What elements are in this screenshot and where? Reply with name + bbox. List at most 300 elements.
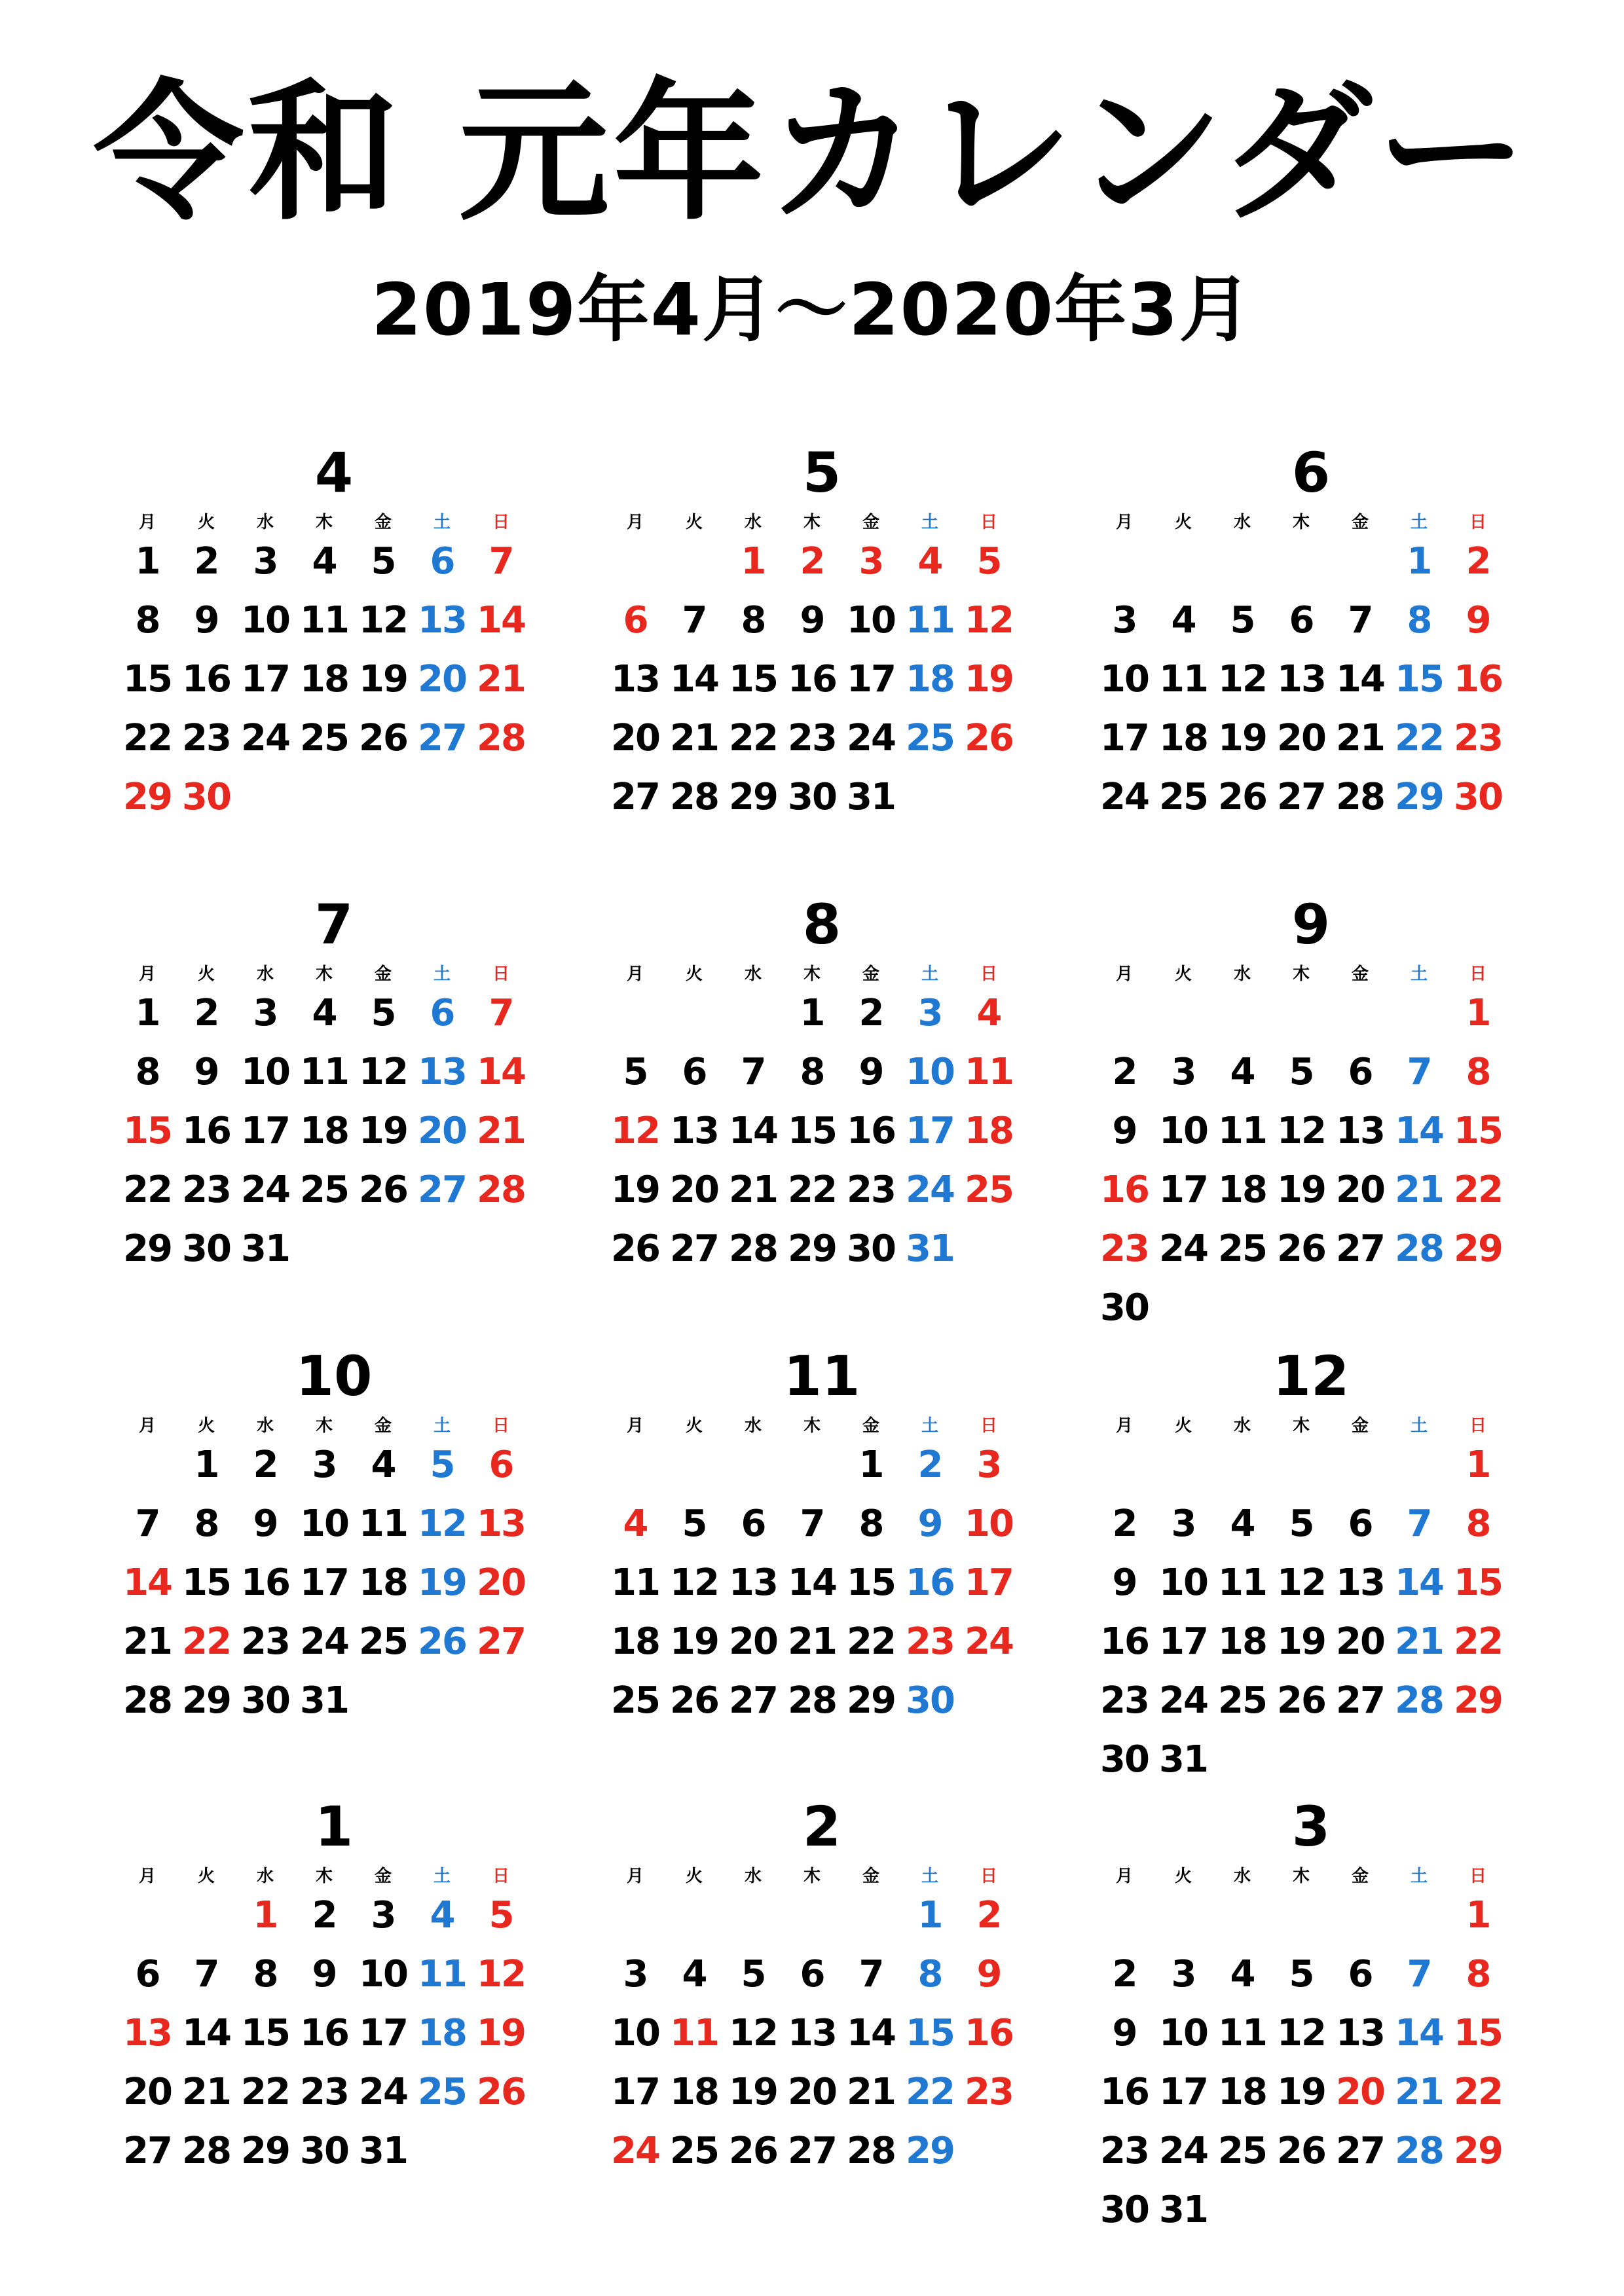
day-cell: 28: [1395, 1228, 1443, 1270]
day-cell: 2: [312, 1894, 337, 1937]
day-cell: 11: [359, 1503, 407, 1545]
day-cell: 18: [611, 1620, 659, 1663]
day-cell: 11: [1218, 1561, 1266, 1604]
weekday-label: 火: [197, 1867, 215, 1886]
weekday-label: 火: [1174, 1867, 1192, 1886]
day-cell: 12: [418, 1503, 466, 1545]
day-cell: 22: [1395, 717, 1443, 759]
day-cell: 9: [1112, 1561, 1137, 1604]
day-cell: 6: [430, 992, 454, 1034]
day-cell: 4: [1230, 1953, 1255, 1995]
weekday-label: 水: [1233, 964, 1251, 984]
day-cell: 8: [194, 1503, 219, 1545]
day-cell: 7: [135, 1503, 160, 1545]
weekday-label: 月: [138, 513, 156, 532]
day-cell: 22: [1454, 1620, 1502, 1663]
weekday-label: 月: [138, 1416, 156, 1436]
weekday-label: 火: [685, 964, 703, 984]
day-cell: 3: [1112, 599, 1137, 642]
day-cell: 11: [670, 2012, 718, 2054]
day-cell: 6: [623, 599, 648, 642]
weekday-label: 土: [921, 513, 938, 532]
day-cell: 29: [729, 776, 777, 818]
day-cell: 25: [359, 1620, 407, 1663]
day-cell: 17: [965, 1561, 1013, 1604]
day-cell: 23: [182, 717, 231, 759]
day-grid: [606, 540, 1038, 858]
day-cell: 26: [965, 717, 1013, 759]
day-cell: 25: [1218, 1228, 1266, 1270]
day-cell: 13: [611, 658, 659, 701]
day-cell: 8: [1466, 1953, 1490, 1995]
calendar-title: 令和 元年カレンダー: [93, 66, 1531, 241]
day-cell: 1: [1466, 1444, 1490, 1486]
day-cell: 14: [123, 1561, 172, 1604]
day-grid: [1095, 1894, 1527, 2231]
month-1: [118, 1795, 550, 2218]
day-cell: 9: [1112, 1110, 1137, 1152]
day-cell: 15: [182, 1561, 231, 1604]
weekday-label: 日: [980, 513, 997, 532]
day-cell: 31: [241, 1228, 289, 1270]
day-cell: 13: [418, 1051, 466, 1093]
day-cell: 6: [682, 1051, 707, 1093]
weekday-header: [118, 1417, 550, 1444]
day-cell: 21: [847, 2071, 895, 2113]
day-cell: 19: [359, 658, 407, 701]
weekday-label: 金: [1351, 513, 1369, 532]
day-cell: 14: [1336, 658, 1384, 701]
day-cell: 11: [611, 1561, 659, 1604]
day-cell: 5: [741, 1953, 766, 1995]
day-cell: 4: [430, 1894, 454, 1937]
day-cell: 13: [788, 2012, 836, 2054]
day-cell: 15: [1395, 658, 1443, 701]
day-cell: 25: [418, 2071, 466, 2113]
day-cell: 11: [1218, 2012, 1266, 2054]
day-cell: 20: [123, 2071, 172, 2113]
day-cell: 8: [858, 1503, 883, 1545]
day-cell: 17: [847, 658, 895, 701]
day-cell: 2: [194, 540, 219, 583]
day-cell: 25: [906, 717, 954, 759]
day-cell: 8: [1466, 1503, 1490, 1545]
day-cell: 28: [182, 2130, 231, 2172]
weekday-label: 木: [803, 1867, 821, 1886]
weekday-label: 土: [433, 964, 451, 984]
day-grid: [118, 540, 550, 858]
day-cell: 3: [371, 1894, 396, 1937]
month-3: [1095, 1795, 1527, 2231]
day-cell: 22: [847, 1620, 895, 1663]
day-cell: 22: [788, 1169, 836, 1211]
weekday-label: 水: [1233, 1416, 1251, 1436]
day-cell: 15: [241, 2012, 289, 2054]
day-cell: 12: [670, 1561, 718, 1604]
day-cell: 14: [1395, 2012, 1443, 2054]
day-cell: 3: [1171, 1953, 1196, 1995]
day-cell: 21: [123, 1620, 172, 1663]
weekday-label: 日: [1469, 513, 1486, 532]
weekday-label: 金: [862, 1867, 879, 1886]
day-cell: 28: [1395, 2130, 1443, 2172]
day-cell: 27: [418, 717, 466, 759]
day-cell: 10: [300, 1503, 348, 1545]
day-cell: 23: [1454, 717, 1502, 759]
day-cell: 21: [1336, 717, 1384, 759]
day-cell: 21: [477, 658, 525, 701]
weekday-label: 水: [744, 513, 762, 532]
day-cell: 2: [1466, 540, 1490, 583]
weekday-header: [1095, 1417, 1527, 1444]
day-cell: 20: [418, 658, 466, 701]
day-cell: 27: [477, 1620, 525, 1663]
day-cell: 11: [906, 599, 954, 642]
day-cell: 29: [1454, 2130, 1502, 2172]
day-cell: 18: [670, 2071, 718, 2113]
month-number: 7: [314, 892, 354, 957]
weekday-header: [606, 514, 1038, 540]
day-cell: 1: [1466, 1894, 1490, 1937]
day-cell: 8: [135, 1051, 160, 1093]
day-cell: 2: [1112, 1503, 1137, 1545]
day-grid: [606, 992, 1038, 1309]
day-cell: 12: [359, 599, 407, 642]
day-cell: 11: [300, 599, 348, 642]
day-cell: 16: [182, 658, 231, 701]
weekday-label: 木: [315, 1416, 333, 1436]
weekday-label: 木: [1292, 513, 1310, 532]
day-cell: 16: [906, 1561, 954, 1604]
day-cell: 23: [1100, 2130, 1149, 2172]
day-cell: 15: [906, 2012, 954, 2054]
day-cell: 22: [729, 717, 777, 759]
day-cell: 29: [847, 1679, 895, 1722]
day-cell: 4: [1171, 599, 1196, 642]
weekday-label: 日: [492, 964, 509, 984]
weekday-label: 日: [980, 964, 997, 984]
day-cell: 23: [1100, 1679, 1149, 1722]
day-grid: [606, 1894, 1038, 2212]
day-cell: 13: [418, 599, 466, 642]
day-cell: 23: [1100, 1228, 1149, 1270]
weekday-label: 金: [862, 964, 879, 984]
day-cell: 28: [1395, 1679, 1443, 1722]
day-cell: 8: [1466, 1051, 1490, 1093]
day-cell: 6: [800, 1953, 824, 1995]
day-cell: 13: [123, 2012, 172, 2054]
day-cell: 20: [1336, 1620, 1384, 1663]
day-cell: 16: [788, 658, 836, 701]
day-cell: 15: [1454, 1110, 1502, 1152]
day-cell: 29: [906, 2130, 954, 2172]
day-cell: 6: [489, 1444, 513, 1486]
day-cell: 18: [300, 1110, 348, 1152]
day-cell: 24: [1159, 1679, 1208, 1722]
day-cell: 15: [1454, 1561, 1502, 1604]
day-cell: 10: [611, 2012, 659, 2054]
day-cell: 20: [1336, 2071, 1384, 2113]
day-cell: 21: [1395, 1169, 1443, 1211]
weekday-label: 木: [803, 513, 821, 532]
day-cell: 23: [788, 717, 836, 759]
day-cell: 19: [1277, 1169, 1325, 1211]
day-cell: 10: [241, 1051, 289, 1093]
month-4: [118, 441, 550, 864]
day-cell: 10: [241, 599, 289, 642]
weekday-header: [118, 966, 550, 992]
weekday-header: [606, 1868, 1038, 1894]
day-cell: 14: [788, 1561, 836, 1604]
day-cell: 28: [1336, 776, 1384, 818]
month-number: 4: [314, 441, 354, 505]
day-cell: 18: [1218, 1169, 1266, 1211]
day-cell: 31: [359, 2130, 407, 2172]
day-cell: 13: [1336, 1110, 1384, 1152]
day-cell: 1: [800, 992, 824, 1034]
day-cell: 31: [1159, 2189, 1208, 2231]
weekday-label: 月: [1115, 1416, 1133, 1436]
day-cell: 16: [241, 1561, 289, 1604]
weekday-label: 月: [626, 964, 644, 984]
day-cell: 12: [359, 1051, 407, 1093]
weekday-label: 木: [315, 964, 333, 984]
day-cell: 16: [182, 1110, 231, 1152]
day-cell: 7: [800, 1503, 824, 1545]
weekday-label: 日: [1469, 964, 1486, 984]
day-cell: 6: [1348, 1051, 1373, 1093]
day-cell: 29: [123, 776, 172, 818]
day-cell: 5: [371, 992, 396, 1034]
day-cell: 9: [1112, 2012, 1137, 2054]
day-grid: [1095, 1444, 1527, 1781]
weekday-label: 月: [626, 513, 644, 532]
day-cell: 4: [623, 1503, 648, 1545]
day-cell: 5: [623, 1051, 648, 1093]
day-cell: 9: [194, 599, 219, 642]
day-cell: 12: [611, 1110, 659, 1152]
day-cell: 11: [300, 1051, 348, 1093]
day-cell: 4: [1230, 1503, 1255, 1545]
day-cell: 10: [1159, 1561, 1208, 1604]
day-cell: 14: [1395, 1110, 1443, 1152]
month-12: [1095, 1344, 1527, 1781]
day-cell: 5: [489, 1894, 513, 1937]
day-cell: 13: [477, 1503, 525, 1545]
day-cell: 12: [477, 1953, 525, 1995]
day-cell: 1: [253, 1894, 278, 1937]
day-cell: 30: [1454, 776, 1502, 818]
day-cell: 31: [906, 1228, 954, 1270]
day-cell: 17: [1100, 717, 1149, 759]
day-cell: 21: [1395, 2071, 1443, 2113]
weekday-label: 木: [315, 1867, 333, 1886]
day-cell: 30: [182, 1228, 231, 1270]
day-cell: 30: [300, 2130, 348, 2172]
day-cell: 19: [729, 2071, 777, 2113]
weekday-label: 木: [1292, 1867, 1310, 1886]
month-number: 10: [295, 1344, 373, 1408]
day-cell: 18: [1218, 1620, 1266, 1663]
weekday-label: 水: [256, 1416, 274, 1436]
day-cell: 2: [253, 1444, 278, 1486]
month-2: [606, 1795, 1038, 2218]
weekday-header: [1095, 514, 1527, 540]
day-cell: 31: [847, 776, 895, 818]
weekday-label: 土: [921, 1867, 938, 1886]
day-cell: 24: [300, 1620, 348, 1663]
day-cell: 19: [670, 1620, 718, 1663]
day-cell: 27: [1277, 776, 1325, 818]
day-cell: 11: [418, 1953, 466, 1995]
day-cell: 25: [300, 717, 348, 759]
day-cell: 27: [611, 776, 659, 818]
day-cell: 30: [847, 1228, 895, 1270]
day-cell: 25: [1159, 776, 1208, 818]
day-cell: 30: [788, 776, 836, 818]
day-cell: 26: [359, 1169, 407, 1211]
day-cell: 3: [312, 1444, 337, 1486]
weekday-label: 水: [744, 1867, 762, 1886]
day-cell: 2: [800, 540, 824, 583]
day-cell: 10: [906, 1051, 954, 1093]
day-cell: 14: [670, 658, 718, 701]
day-cell: 17: [1159, 1620, 1208, 1663]
day-cell: 13: [1336, 2012, 1384, 2054]
day-cell: 23: [300, 2071, 348, 2113]
weekday-label: 木: [1292, 1416, 1310, 1436]
day-cell: 10: [1159, 1110, 1208, 1152]
day-cell: 20: [611, 717, 659, 759]
day-cell: 20: [729, 1620, 777, 1663]
day-cell: 17: [1159, 2071, 1208, 2113]
weekday-header: [118, 1868, 550, 1894]
day-cell: 14: [847, 2012, 895, 2054]
day-cell: 8: [135, 599, 160, 642]
day-cell: 13: [1336, 1561, 1384, 1604]
day-cell: 28: [670, 776, 718, 818]
weekday-label: 木: [803, 964, 821, 984]
weekday-label: 火: [685, 1867, 703, 1886]
weekday-header: [606, 966, 1038, 992]
day-cell: 12: [729, 2012, 777, 2054]
day-grid: [1095, 540, 1527, 858]
weekday-label: 日: [980, 1867, 997, 1886]
month-6: [1095, 441, 1527, 864]
day-cell: 3: [917, 992, 942, 1034]
day-cell: 27: [788, 2130, 836, 2172]
day-cell: 1: [135, 540, 160, 583]
day-cell: 3: [1171, 1051, 1196, 1093]
day-cell: 8: [1407, 599, 1431, 642]
day-cell: 27: [123, 2130, 172, 2172]
weekday-label: 火: [197, 513, 215, 532]
day-cell: 18: [1159, 717, 1208, 759]
day-cell: 13: [729, 1561, 777, 1604]
day-cell: 1: [917, 1894, 942, 1937]
day-cell: 6: [1348, 1503, 1373, 1545]
day-cell: 11: [1159, 658, 1208, 701]
day-cell: 12: [1218, 658, 1266, 701]
day-cell: 23: [182, 1169, 231, 1211]
day-cell: 19: [359, 1110, 407, 1152]
day-cell: 29: [1454, 1679, 1502, 1722]
day-cell: 22: [241, 2071, 289, 2113]
month-number: 2: [802, 1795, 841, 1859]
month-number: 5: [802, 441, 841, 505]
day-cell: 30: [241, 1679, 289, 1722]
weekday-label: 金: [374, 964, 392, 984]
weekday-label: 金: [862, 513, 879, 532]
day-cell: 23: [241, 1620, 289, 1663]
day-cell: 14: [729, 1110, 777, 1152]
day-cell: 2: [194, 992, 219, 1034]
day-cell: 22: [906, 2071, 954, 2113]
day-cell: 10: [847, 599, 895, 642]
day-cell: 23: [847, 1169, 895, 1211]
day-cell: 30: [1100, 1738, 1149, 1781]
day-cell: 3: [1171, 1503, 1196, 1545]
weekday-label: 水: [1233, 513, 1251, 532]
month-5: [606, 441, 1038, 864]
day-cell: 17: [241, 658, 289, 701]
weekday-label: 水: [256, 513, 274, 532]
day-cell: 24: [241, 717, 289, 759]
day-cell: 4: [312, 992, 337, 1034]
weekday-label: 金: [862, 1416, 879, 1436]
day-cell: 27: [729, 1679, 777, 1722]
month-10: [118, 1344, 550, 1768]
day-cell: 29: [788, 1228, 836, 1270]
day-cell: 20: [670, 1169, 718, 1211]
weekday-label: 木: [1292, 964, 1310, 984]
day-cell: 21: [1395, 1620, 1443, 1663]
day-cell: 3: [623, 1953, 648, 1995]
day-cell: 16: [1100, 1620, 1149, 1663]
day-cell: 7: [1407, 1503, 1431, 1545]
day-cell: 5: [976, 540, 1001, 583]
day-cell: 15: [1454, 2012, 1502, 2054]
day-cell: 6: [430, 540, 454, 583]
day-cell: 23: [965, 2071, 1013, 2113]
weekday-label: 土: [1410, 1867, 1428, 1886]
day-cell: 29: [241, 2130, 289, 2172]
month-number: 9: [1291, 892, 1331, 957]
day-cell: 14: [477, 1051, 525, 1093]
day-cell: 16: [1454, 658, 1502, 701]
day-cell: 9: [858, 1051, 883, 1093]
weekday-label: 日: [980, 1416, 997, 1436]
day-cell: 24: [241, 1169, 289, 1211]
weekday-label: 月: [1115, 964, 1133, 984]
day-cell: 31: [1159, 1738, 1208, 1781]
day-cell: 26: [1218, 776, 1266, 818]
weekday-label: 土: [921, 1416, 938, 1436]
day-cell: 29: [1454, 1228, 1502, 1270]
day-grid: [118, 992, 550, 1309]
day-cell: 1: [741, 540, 766, 583]
day-cell: 24: [847, 717, 895, 759]
weekday-label: 水: [1233, 1867, 1251, 1886]
day-cell: 3: [858, 540, 883, 583]
day-cell: 5: [1230, 599, 1255, 642]
day-cell: 2: [1112, 1051, 1137, 1093]
day-cell: 17: [1159, 1169, 1208, 1211]
day-cell: 2: [1112, 1953, 1137, 1995]
day-cell: 9: [312, 1953, 337, 1995]
day-cell: 18: [418, 2012, 466, 2054]
day-cell: 28: [847, 2130, 895, 2172]
